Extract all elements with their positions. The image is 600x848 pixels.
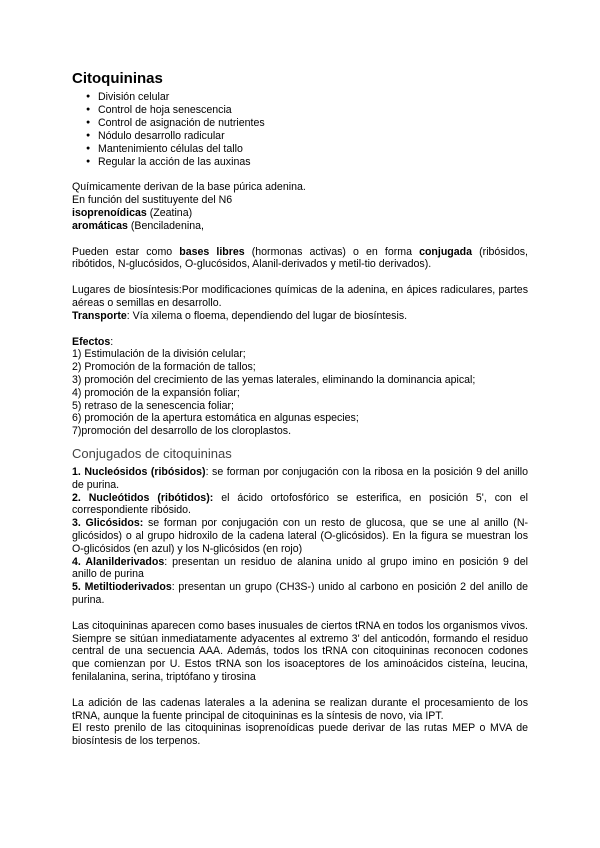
list-item: ● Control de hoja senescencia [98,104,528,117]
page-title: Citoquininas [72,70,163,87]
transport-line: Transporte: Vía xilema o floema, dependiendo del lugar de biosíntesis. [72,309,408,322]
origin-line-1: Químicamente derivan de la base púrica adenina. [72,181,306,194]
document-page [72,70,528,748]
list-item: ● Control de asignación de nutrientes [98,117,528,130]
final-paragraph-2: El resto prenilo de las citoquininas isoprenoídicas puede derivar de las rutas MEP o MVA de biosíntesis de los terpenos. [72,722,528,748]
forms-paragraph: Pueden estar como bases libres (hormonas activas) o en forma conjugada (ribósidos, ribótidos, N-glucósidos, O-glucósidos, Alanil-derivados y metil-tio derivados). [72,245,529,271]
effect-item: 5) retraso de la senescencia foliar; [72,399,234,412]
effect-item: 3) promoción del crecimiento de las yemas laterales, eliminando la dominancia apical; [72,374,476,386]
trna-paragraph: Las citoquininas aparecen como bases inusuales de ciertos tRNA en todos los organismos vivos. Siempre se sitúan inmediatamente adyacentes al extremo 3' del anticodón, formando el residuo central de una secuencia AAA. Además, todos los tRNA con citoquininas reconocen codones que comienzan por U. Estos tRNA son los isoaceptores de los aminoácidos cisteína, leucina, fenilalanina, serina, triptófano y tirosina [72,619,528,683]
conjugate-item: 2. Nucleótidos (ribótidos): el ácido ortofosfórico se esterifica, en posición 5', con el correspondiente ribósido. [72,491,528,517]
effect-item: 4) promoción de la expansión foliar; [72,386,240,399]
effects-heading: Efectos: [72,335,114,348]
origin-aromatic: aromáticas (Benciladenina, [72,219,204,232]
list-item: ● División celular [98,91,528,104]
effect-item: 2) Promoción de la formación de tallos; [72,361,256,374]
functions-list [72,91,528,168]
origin-line-2: En función del sustituyente del N6 [72,194,233,207]
conjugate-item: 4. Alanilderivados: presentan un residuo de alanina unido al grupo imino en posición 9 del anillo de purina [72,555,528,581]
conjugate-item: 3. Glicósidos: se forman por conjugación con un resto de glucosa, que se une al anillo (N-glicósidos) o al grupo hidroxilo de la cadena lateral (O-glicósidos). En la figura se muestran los O-glicósidos (en azul) y los N-glicósidos (en rojo) [72,517,529,555]
list-item: ● Nódulo desarrollo radicular [98,130,528,143]
conjugates-heading: Conjugados de citoquininas [72,445,232,461]
effect-item: 1) Estimulación de la división celular; [72,348,246,361]
biosynthesis-sites: Lugares de biosíntesis:Por modificaciones químicas de la adenina, en ápices radiculares, partes aéreas o semillas en desarrollo. [72,284,528,310]
effect-item: 6) promoción de la apertura estomática en algunas especies; [72,412,359,425]
conjugate-item: 5. Metiltioderivados: presentan un grupo (CH3S-) unido al carbono en posición 2 del anillo de purina. [72,581,528,606]
conjugate-item: 1. Nucleósidos (ribósidos): se forman por conjugación con la ribosa en la posición 9 del anillo de purina. [72,465,528,491]
final-paragraph-1: La adición de las cadenas laterales a la adenina se realizan durante el procesamiento de los tRNA, aunque la fuente principal de citoquininas es la síntesis de novo, via IPT. [72,696,528,722]
list-item: ● Mantenimiento células del tallo [98,143,528,156]
origin-isoprenoid: isoprenoídicas (Zeatina) [72,207,193,220]
effect-item: 7)promoción del desarrollo de los cloroplastos. [72,425,292,438]
list-item: ● Regular la acción de las auxinas [98,156,528,169]
